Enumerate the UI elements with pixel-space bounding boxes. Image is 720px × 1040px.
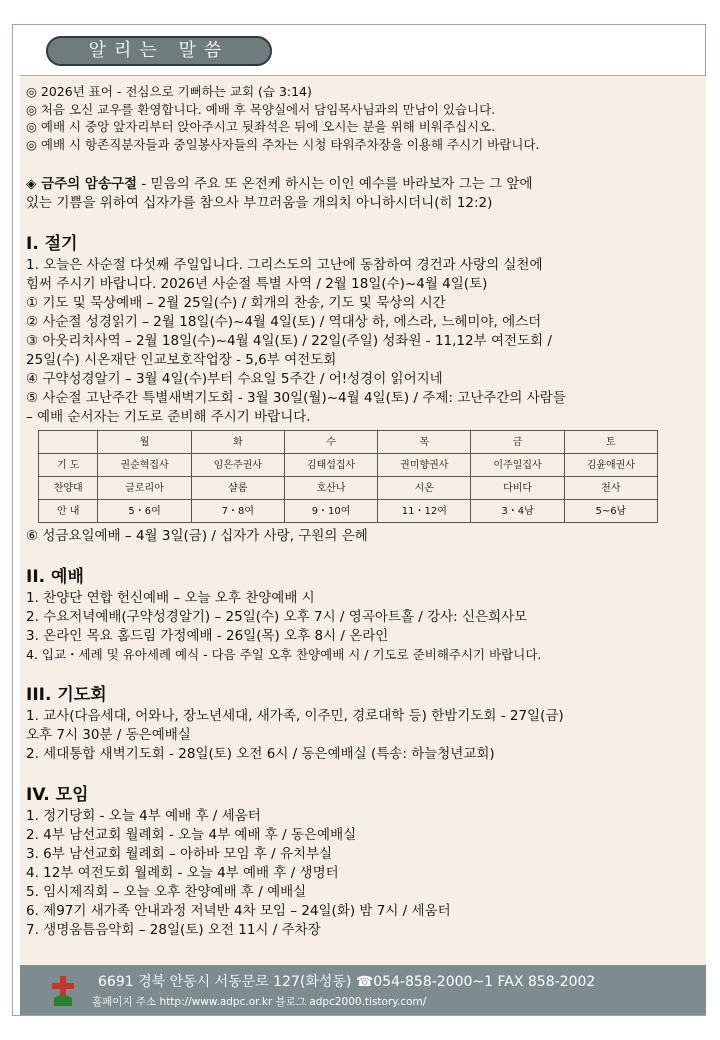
table-cell: 9・10여 [284, 500, 377, 523]
table-cell: 임은주권사 [191, 454, 284, 477]
section-line: ⑤ 사순절 고난주간 특별새벽기도회 - 3월 30일(월)~4월 4일(토) / 주제: 고난주간의 사람들 [26, 390, 566, 406]
table-cell: 천사 [564, 477, 657, 500]
page-title: 알리는 말씀 [46, 36, 272, 66]
notice-line: ◎ 처음 오신 교우를 환영합니다. 예배 후 목양실에서 담임목사님과의 만남이 있습니다. [26, 101, 496, 117]
section-line: 오후 7시 30분 / 동은예배실 [26, 726, 191, 743]
section-heading-festival: I. 절기 [26, 234, 78, 254]
footer-web-links: 홈페이지 주소 http://www.adpc.or.kr 블로그 adpc2000.tistory.com/ [92, 996, 427, 1008]
section-line: ⑥ 성금요일예배 – 4월 3일(금) / 십자가 사랑, 구원의 은혜 [26, 528, 368, 544]
table-cell: 권미향권사 [378, 454, 471, 477]
section-line: 1. 교사(다음세대, 어와나, 장노년세대, 새가족, 이주민, 경로대학 등) 한밤기도회 - 27일(금) [26, 707, 564, 724]
notice-line: ◎ 2026년 표어 - 전심으로 기뻐하는 교회 (습 3:14) [26, 84, 312, 99]
section-line: 3. 온라인 목요 홈드림 가정예배 - 26일(목) 오후 8시 / 온라인 [26, 628, 389, 644]
table-cell: 김윤애권사 [564, 454, 657, 477]
table-cell: 김태섭집사 [284, 454, 377, 477]
table-header-cell: 수 [284, 431, 377, 454]
section-line: 4. 12부 여전도회 월례회 - 오늘 4부 예배 후 / 생명터 [26, 864, 339, 881]
section-line: 2. 세대통합 새벽기도회 - 28일(토) 오전 6시 / 동은예배실 (특송: 하늘청년교회) [26, 745, 495, 762]
notice-line: ◎ 예배 시 항존직분자들과 중일봉사자들의 주차는 시청 타워주차장을 이용해 주시기 바랍니다. [26, 136, 540, 152]
section-heading-worship: II. 예배 [26, 567, 84, 587]
section-line: 힘써 주시기 바랍니다. 2026년 사순절 특별 사역 / 2월 18일(수)~4월 4일(토) [26, 276, 488, 292]
memory-verse-text: - 믿음의 주요 또 온전케 하시는 이인 예수를 바라보자 그는 그 앞에 [137, 176, 533, 192]
section-line: ② 사순절 성경읽기 – 2월 18일(수)~4월 4일(토) / 역대상 하, 에스라, 느헤미야, 에스더 [26, 314, 542, 330]
memory-verse [26, 175, 688, 194]
section-line: 25일(수) 시온재단 인교보호작업장 - 5,6부 여전도회 [26, 352, 337, 368]
section-line: 1. 오늘은 사순절 다섯째 주일입니다. 그리스도의 고난에 동참하여 경건과 사랑의 실천에 [26, 257, 543, 273]
section-line: 4. 입교・세례 및 유아세례 예식 - 다음 주일 오후 찬양예배 시 / 기도로 준비해주시기 바랍니다. [26, 647, 542, 662]
section-line: ① 기도 및 묵상예배 – 2월 25일(수) / 회개의 찬송, 기도 및 묵상의 시간 [26, 295, 446, 311]
table-header-cell: 목 [378, 431, 471, 454]
church-cross-logo-icon [48, 974, 78, 1008]
table-cell: 11・12여 [378, 500, 471, 523]
footer-address: 6691 경북 안동시 서동문로 127(화성동) ☎054-858-2000~1 FAX 858-2002 [98, 974, 596, 990]
section-line: 3. 6부 남선교회 월례회 – 아하바 모임 후 / 유치부실 [26, 845, 333, 862]
table-row-label: 찬양대 [39, 477, 98, 500]
table-row-label: 기 도 [39, 454, 98, 477]
table-cell: 권순혁집사 [98, 454, 191, 477]
table-row [39, 477, 658, 500]
memory-verse-text-2: 있는 기쁨을 위하여 십자가를 참으사 부끄러움을 개의치 아니하시더니(히 12:2) [26, 195, 493, 211]
bulletin-content [26, 83, 688, 940]
section-heading-meetings: IV. 모임 [26, 784, 89, 805]
table-header-cell: 화 [191, 431, 284, 454]
table-corner-cell [39, 431, 98, 454]
table-header-cell: 금 [471, 431, 564, 454]
section-line: 1. 찬양단 연합 헌신예배 – 오늘 오후 찬양예배 시 [26, 590, 315, 606]
table-header-row [39, 431, 658, 454]
table-header-cell: 토 [564, 431, 657, 454]
table-cell: 글로리아 [98, 477, 191, 500]
dawn-prayer-schedule-table [38, 430, 658, 523]
table-cell: 다비다 [471, 477, 564, 500]
table-cell: 이주일집사 [471, 454, 564, 477]
table-row-label: 안 내 [39, 500, 98, 523]
memory-verse-label: ◈ 금주의 암송구절 [26, 176, 138, 192]
table-row [39, 500, 658, 523]
table-cell: 3・4남 [471, 500, 564, 523]
section-heading-prayer: III. 기도회 [26, 684, 107, 705]
section-line: 6. 제97기 새가족 안내과정 저녁반 4차 모임 – 24일(화) 밤 7시 / 세움터 [26, 902, 451, 919]
table-cell: 5~6남 [564, 500, 657, 523]
table-cell: 7・8여 [191, 500, 284, 523]
section-line: 2. 4부 남선교회 월례회 - 오늘 4부 예배 후 / 동은예배실 [26, 826, 357, 843]
section-line: 1. 정기당회 - 오늘 4부 예배 후 / 세움터 [26, 807, 261, 824]
section-line: 2. 수요저녁예배(구약성경알기) – 25일(수) 오후 7시 / 영곡아트홀 / 강사: 신은희사모 [26, 609, 528, 625]
section-line: ④ 구약성경알기 – 3월 4일(수)부터 수요일 5주간 / 어!성경이 읽어지네 [26, 371, 443, 387]
section-line: ③ 아웃리치사역 – 2월 18일(수)~4월 4일(토) / 22일(주일) 성좌원 - 11,12부 여전도회 / [26, 333, 552, 349]
table-cell: 호산나 [284, 477, 377, 500]
notice-line: ◎ 예배 시 중앙 앞자리부터 앉아주시고 뒷좌석은 뒤에 오시는 분을 위해 비워주십시오. [26, 119, 496, 134]
section-line: 7. 생명움틈음악회 – 28일(토) 오전 11시 / 주차장 [26, 921, 321, 938]
section-line: – 예배 순서자는 기도로 준비해 주시기 바랍니다. [26, 409, 311, 425]
table-header-cell: 월 [98, 431, 191, 454]
footer [20, 965, 706, 1015]
section-line: 5. 임시제직회 – 오늘 오후 찬양예배 후 / 예배실 [26, 883, 307, 900]
table-cell: 샬롬 [191, 477, 284, 500]
table-cell: 시온 [378, 477, 471, 500]
table-cell: 5・6여 [98, 500, 191, 523]
table-row [39, 454, 658, 477]
